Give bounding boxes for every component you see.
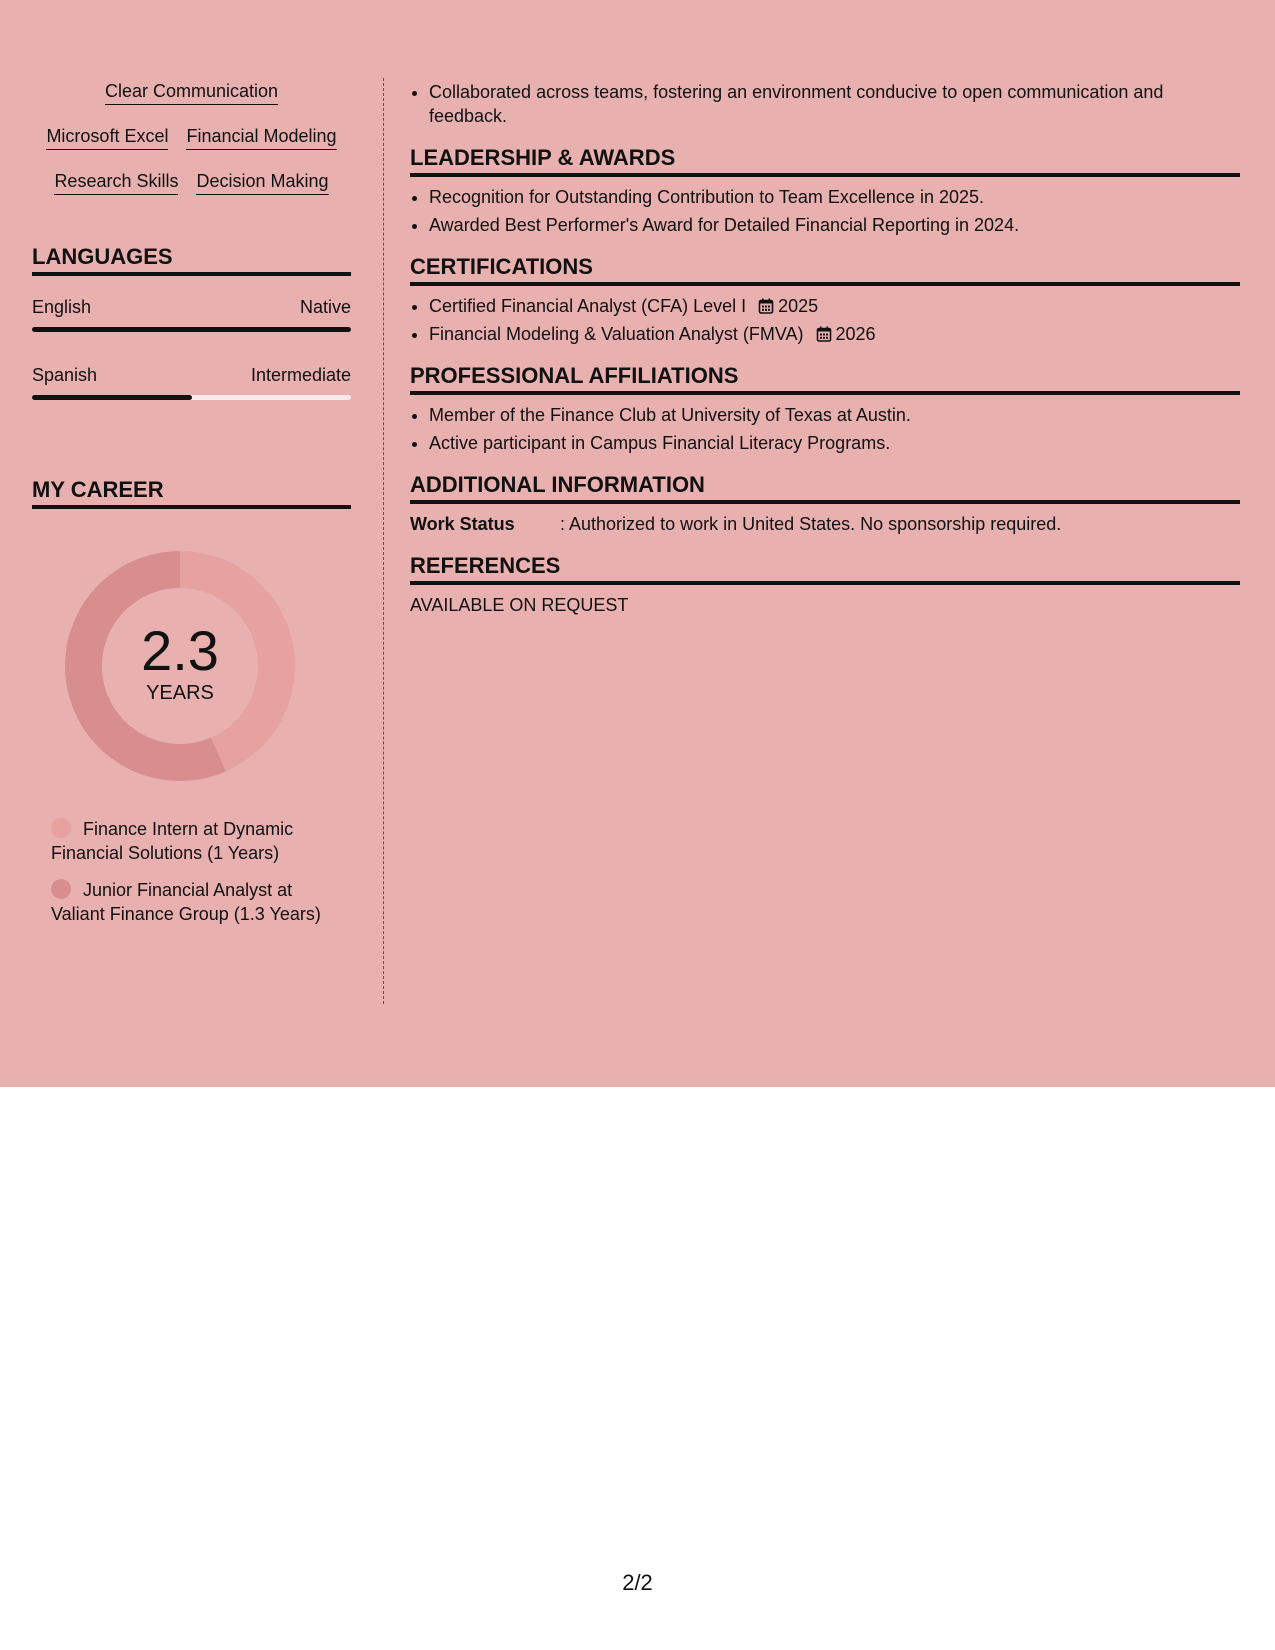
- skill-tag: Clear Communication: [105, 80, 278, 105]
- legend-item: [51, 878, 321, 926]
- skill-tag: Research Skills: [54, 170, 178, 195]
- career-legend: [51, 817, 321, 926]
- references-title: REFERENCES: [410, 552, 1240, 585]
- additional-info-section: [410, 471, 1240, 536]
- references-text: AVAILABLE ON REQUEST: [410, 595, 629, 615]
- language-name: English: [32, 297, 92, 317]
- skills-list: [32, 80, 351, 215]
- legend-label: Junior Financial Analyst at Valiant Finance Group (1.3 Years): [51, 880, 321, 924]
- certification-item: [429, 294, 1240, 318]
- legend-dot: [51, 818, 71, 838]
- career-donut-chart: [65, 551, 295, 781]
- work-status-row: [410, 512, 1240, 536]
- legend-label: Finance Intern at Dynamic Financial Solutions (1 Years): [51, 819, 294, 863]
- leadership-item: • Recognition for Outstanding Contribution to Team Excellence in 2025.: [429, 185, 1240, 209]
- certifications-section: [410, 253, 1240, 346]
- skill-tag: Decision Making: [196, 170, 328, 195]
- page-number: 2/2: [622, 1570, 653, 1595]
- career-section: [32, 476, 351, 926]
- leadership-section: [410, 144, 1240, 237]
- skill-tag: Financial Modeling: [186, 125, 336, 150]
- language-item: [32, 296, 351, 332]
- right-column: [410, 80, 1240, 617]
- certifications-title: CERTIFICATIONS: [410, 253, 1240, 286]
- language-level: Intermediate: [250, 365, 351, 385]
- additional-info-title: ADDITIONAL INFORMATION: [410, 471, 1240, 504]
- legend-dot: [51, 879, 71, 899]
- left-column: [32, 80, 351, 939]
- experience-bullet: • Collaborated across teams, fostering an environment conducive to open communication and feedback.: [429, 80, 1240, 128]
- certification-name: Financial Modeling & Valuation Analyst (FMVA): [429, 324, 804, 344]
- work-status-label: Work Status: [410, 514, 515, 534]
- language-bar: [32, 327, 351, 332]
- skill-tag: Microsoft Excel: [46, 125, 168, 150]
- affiliation-item: • Member of the Finance Club at University of Texas at Austin.: [429, 403, 1240, 427]
- certification-year: 2025: [778, 296, 819, 316]
- language-bar-fill: [32, 327, 351, 332]
- experience-tail-list: [410, 80, 1240, 128]
- certification-year: 2026: [835, 324, 876, 344]
- leadership-title: LEADERSHIP & AWARDS: [410, 144, 1240, 177]
- references-section: [410, 552, 1240, 617]
- column-divider: [383, 78, 384, 1004]
- affiliation-item: • Active participant in Campus Financial Literacy Programs.: [429, 431, 1240, 455]
- language-bar-fill: [32, 395, 192, 400]
- languages-title: LANGUAGES: [32, 243, 351, 276]
- certification-item: [429, 322, 1240, 346]
- language-item: [32, 364, 351, 400]
- language-bar: [32, 395, 351, 400]
- affiliations-title: PROFESSIONAL AFFILIATIONS: [410, 362, 1240, 395]
- legend-item: [51, 817, 321, 865]
- work-status-value: : Authorized to work in United States. No sponsorship required.: [560, 514, 1062, 534]
- calendar-icon: [758, 298, 774, 314]
- calendar-icon: [816, 326, 832, 342]
- affiliations-section: [410, 362, 1240, 455]
- language-name: Spanish: [32, 365, 98, 385]
- languages-section: [32, 243, 351, 400]
- language-level: Native: [299, 297, 351, 317]
- career-years-unit: YEARS: [146, 682, 214, 704]
- career-title: MY CAREER: [32, 476, 351, 509]
- leadership-item: • Awarded Best Performer's Award for Detailed Financial Reporting in 2024.: [429, 213, 1240, 237]
- certification-name: Certified Financial Analyst (CFA) Level I: [429, 296, 747, 316]
- career-total-years: 2.3: [141, 619, 219, 682]
